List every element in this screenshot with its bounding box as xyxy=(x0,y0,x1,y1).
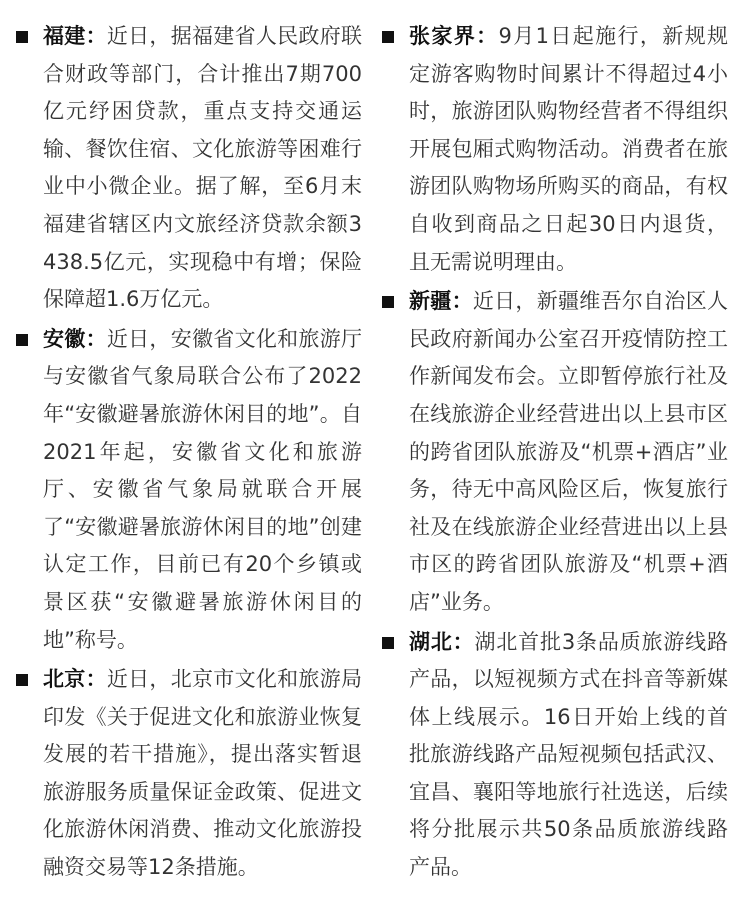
news-item-fujian xyxy=(10,18,362,319)
news-item-beijing xyxy=(10,661,362,887)
region-label: 安徽： xyxy=(43,326,107,351)
region-label: 福建： xyxy=(43,24,107,48)
region-label: 张家界： xyxy=(409,24,499,48)
news-item-xinjiang xyxy=(376,283,728,621)
news-item-anhui xyxy=(10,321,362,659)
square-bullet-icon xyxy=(382,296,394,308)
square-bullet-icon xyxy=(16,31,28,43)
region-label: 新疆： xyxy=(409,289,473,314)
news-item-zhangjiajie xyxy=(376,18,728,281)
news-text: 近日，新疆维吾尔自治区人民政府新闻办公室召开疫情防控工作新闻发布会。立即暂停旅行社及在线旅游企业经营进出以上县市区的跨省团队旅游及“机票+酒店”业务，待无中高风险区后，恢复旅行社及在线旅游企业经营进出以上县市区的跨省团队旅游及“机票+酒店”业务。 xyxy=(409,289,729,614)
news-text: 近日，安徽省文化和旅游厅与安徽省气象局联合公布了2022年“安徽避暑旅游休闲目的地”。自2021年起，安徽省文化和旅游厅、安徽省气象局就联合开展了“安徽避暑旅游休闲目的地”创建认定工作，目前已有20个乡镇或景区获“安徽避暑旅游休闲目的地”称号。 xyxy=(43,326,363,652)
square-bullet-icon xyxy=(382,637,394,649)
news-text: 近日，北京市文化和旅游局印发《关于促进文化和旅游业恢复发展的若干措施》，提出落实暂退旅游服务质量保证金政策、促进文化旅游休闲消费、推动文化旅游投融资交易等12条措施。 xyxy=(43,667,363,880)
news-text: 湖北首批3条品质旅游线路产品，以短视频方式在抖音等新媒体上线展示。16日开始上线的首批旅游线路产品短视频包括武汉、宜昌、襄阳等地旅行社选送，后续将分批展示共50条品质旅游线路产品。 xyxy=(409,629,728,880)
region-label: 北京： xyxy=(43,667,107,692)
news-item-hubei xyxy=(376,624,728,887)
region-label: 湖北： xyxy=(409,629,475,654)
square-bullet-icon xyxy=(16,334,28,346)
square-bullet-icon xyxy=(382,31,394,43)
news-text: 近日，据福建省人民政府联合财政等部门，合计推出7期700亿元纾困贷款，重点支持交通运输、餐饮住宿、文化旅游等困难行业中小微企业。据了解，至6月末福建省辖区内文旅经济贷款余额3438.5亿元，实现稳中有增；保险保障超1.6万亿元。 xyxy=(43,24,363,312)
left-column xyxy=(10,18,362,889)
right-column xyxy=(376,18,728,889)
square-bullet-icon xyxy=(16,674,28,686)
news-text: 9月1日起施行，新规规定游客购物时间累计不得超过4小时，旅游团队购物经营者不得组织开展包厢式购物活动。消费者在旅游团队购物场所购买的商品，有权自收到商品之日起30日内退货，且无需说明理由。 xyxy=(409,24,728,274)
